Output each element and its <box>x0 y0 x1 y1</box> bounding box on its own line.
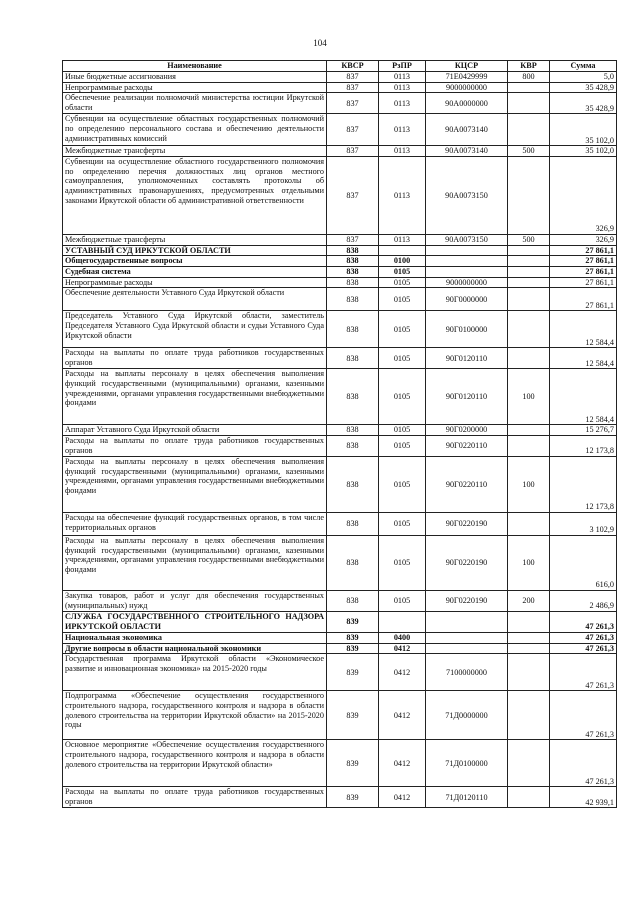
row-sum: 12 584,4 <box>550 369 617 425</box>
page-number: 104 <box>313 38 327 48</box>
row-name: УСТАВНЫЙ СУД ИРКУТСКОЙ ОБЛАСТИ <box>63 245 327 256</box>
row-name: Иные бюджетные ассигнования <box>63 72 327 83</box>
row-sum: 47 261,3 <box>550 691 617 740</box>
row-name: Непрограммные расходы <box>63 82 327 93</box>
row-kvr <box>508 311 550 348</box>
row-kcsr <box>426 612 508 633</box>
row-kvsr: 838 <box>327 277 379 288</box>
row-name: Расходы на выплаты по оплате труда работников государственных органов <box>63 436 327 457</box>
row-name: Основное мероприятие «Обеспечение осуществления государственного строительного надзора, государственного контроля и надзора в области долевого строительства на территории Иркутской области» <box>63 740 327 787</box>
table-row <box>63 348 617 369</box>
row-rzpr: 0105 <box>379 457 426 513</box>
row-kvsr: 837 <box>327 114 379 146</box>
row-name: Подпрограмма «Обеспечение осуществления государственного строительного надзора, государственного контроля и надзора в области долевого строительства на территории Иркутской области» на 2015-2020 годы <box>63 691 327 740</box>
row-sum: 616,0 <box>550 536 617 591</box>
row-name: Аппарат Уставного Суда Иркутской области <box>63 425 327 436</box>
header-kvr: КВР <box>508 61 550 72</box>
row-kvr <box>508 425 550 436</box>
row-kvsr: 838 <box>327 245 379 256</box>
row-rzpr <box>379 612 426 633</box>
row-kcsr <box>426 256 508 267</box>
row-name: Расходы на выплаты персоналу в целях обеспечения выполнения функций государственными (муниципальными) органами, казенными учреждениями, органами управления государственными внебюджетными фондами <box>63 457 327 513</box>
row-kvr: 100 <box>508 369 550 425</box>
row-kcsr <box>426 267 508 278</box>
table-row <box>63 425 617 436</box>
row-kcsr: 9000000000 <box>426 82 508 93</box>
row-sum: 15 276,7 <box>550 425 617 436</box>
row-sum: 27 861,1 <box>550 245 617 256</box>
table-row <box>63 311 617 348</box>
row-rzpr: 0113 <box>379 114 426 146</box>
row-kvr <box>508 256 550 267</box>
budget-table <box>62 60 617 808</box>
table-row <box>63 369 617 425</box>
row-kvr <box>508 612 550 633</box>
row-sum: 35 428,9 <box>550 93 617 114</box>
row-kcsr: 90А0073140 <box>426 146 508 157</box>
row-kcsr: 90Г0200000 <box>426 425 508 436</box>
row-rzpr: 0105 <box>379 311 426 348</box>
row-sum: 35 102,0 <box>550 146 617 157</box>
table-row <box>63 235 617 246</box>
row-name: СЛУЖБА ГОСУДАРСТВЕННОГО СТРОИТЕЛЬНОГО НАДЗОРА ИРКУТСКОЙ ОБЛАСТИ <box>63 612 327 633</box>
row-rzpr: 0105 <box>379 425 426 436</box>
row-kvsr: 838 <box>327 267 379 278</box>
row-kvr <box>508 114 550 146</box>
row-rzpr: 0105 <box>379 591 426 612</box>
row-sum: 326,9 <box>550 235 617 246</box>
row-kvsr: 838 <box>327 369 379 425</box>
row-rzpr: 0105 <box>379 288 426 311</box>
row-kcsr <box>426 643 508 654</box>
row-name: Закупка товаров, работ и услуг для обеспечения государственных (муниципальных) нужд <box>63 591 327 612</box>
row-kcsr: 90Г0220190 <box>426 513 508 536</box>
row-name: Субвенции на осуществление областных государственных полномочий по определению персонального состава и обеспечению деятельности административных комиссий <box>63 114 327 146</box>
row-sum: 326,9 <box>550 157 617 235</box>
row-sum: 27 861,1 <box>550 277 617 288</box>
row-kcsr: 7100000000 <box>426 654 508 691</box>
table-row <box>63 612 617 633</box>
table-row <box>63 256 617 267</box>
row-kvsr: 837 <box>327 82 379 93</box>
row-rzpr: 0113 <box>379 82 426 93</box>
header-kvsr: КВСР <box>327 61 379 72</box>
row-rzpr: 0412 <box>379 740 426 787</box>
row-kvr <box>508 93 550 114</box>
row-kvr: 100 <box>508 536 550 591</box>
row-sum: 27 861,1 <box>550 288 617 311</box>
row-kvsr: 838 <box>327 536 379 591</box>
row-kvsr: 837 <box>327 93 379 114</box>
row-name: Председатель Уставного Суда Иркутской области, заместитель Председателя Уставного Суда Иркутской области и судьи Уставного Суда Иркутской области <box>63 311 327 348</box>
table-row <box>63 146 617 157</box>
row-sum: 2 486,9 <box>550 591 617 612</box>
table-row <box>63 591 617 612</box>
row-sum: 47 261,3 <box>550 643 617 654</box>
table-row <box>63 245 617 256</box>
row-rzpr: 0400 <box>379 633 426 644</box>
row-sum: 5,0 <box>550 72 617 83</box>
row-rzpr: 0412 <box>379 787 426 808</box>
row-rzpr: 0113 <box>379 93 426 114</box>
row-rzpr: 0113 <box>379 235 426 246</box>
row-kvr <box>508 513 550 536</box>
row-kvsr: 839 <box>327 633 379 644</box>
row-kvr <box>508 633 550 644</box>
row-rzpr: 0412 <box>379 643 426 654</box>
row-kcsr: 71Д0000000 <box>426 691 508 740</box>
table-row <box>63 633 617 644</box>
row-kvr <box>508 436 550 457</box>
row-name: Межбюджетные трансферты <box>63 235 327 246</box>
row-kcsr <box>426 245 508 256</box>
row-name: Межбюджетные трансферты <box>63 146 327 157</box>
row-kvsr: 838 <box>327 288 379 311</box>
table-row <box>63 643 617 654</box>
table-row <box>63 691 617 740</box>
row-kcsr: 71Е0429999 <box>426 72 508 83</box>
row-kvsr: 837 <box>327 72 379 83</box>
row-kcsr: 9000000000 <box>426 277 508 288</box>
row-kvsr: 838 <box>327 348 379 369</box>
table-row <box>63 787 617 808</box>
row-sum: 42 939,1 <box>550 787 617 808</box>
row-rzpr: 0100 <box>379 256 426 267</box>
row-sum: 3 102,9 <box>550 513 617 536</box>
table-row <box>63 267 617 278</box>
row-rzpr: 0105 <box>379 513 426 536</box>
row-kcsr: 90Г0220110 <box>426 436 508 457</box>
row-kcsr: 90Г0100000 <box>426 311 508 348</box>
table-row <box>63 513 617 536</box>
row-kvsr: 838 <box>327 436 379 457</box>
row-sum: 27 861,1 <box>550 267 617 278</box>
row-name: Расходы на выплаты персоналу в целях обеспечения выполнения функций государственными (муниципальными) органами, казенными учреждениями, органами управления государственными внебюджетными фондами <box>63 369 327 425</box>
row-kvr: 500 <box>508 235 550 246</box>
row-kvsr: 838 <box>327 425 379 436</box>
row-sum: 12 584,4 <box>550 311 617 348</box>
row-kvr <box>508 691 550 740</box>
row-kcsr: 90А0073150 <box>426 235 508 246</box>
row-kcsr: 90Г0120110 <box>426 348 508 369</box>
row-kvr <box>508 787 550 808</box>
row-name: Другие вопросы в области национальной экономики <box>63 643 327 654</box>
table-row <box>63 93 617 114</box>
row-kvr <box>508 267 550 278</box>
row-rzpr: 0412 <box>379 691 426 740</box>
row-kvsr: 837 <box>327 146 379 157</box>
row-sum: 47 261,3 <box>550 740 617 787</box>
row-name: Обеспечение реализации полномочий министерства юстиции Иркутской области <box>63 93 327 114</box>
row-kvr: 200 <box>508 591 550 612</box>
row-sum: 47 261,3 <box>550 633 617 644</box>
row-rzpr <box>379 245 426 256</box>
row-name: Судебная система <box>63 267 327 278</box>
table-row <box>63 72 617 83</box>
row-name: Государственная программа Иркутской области «Экономическое развитие и инновационная экономика» на 2015-2020 годы <box>63 654 327 691</box>
header-sum: Сумма <box>550 61 617 72</box>
row-sum: 47 261,3 <box>550 612 617 633</box>
row-rzpr: 0105 <box>379 348 426 369</box>
row-rzpr: 0105 <box>379 536 426 591</box>
row-sum: 27 861,1 <box>550 256 617 267</box>
row-kcsr: 90А0073150 <box>426 157 508 235</box>
row-kvr <box>508 654 550 691</box>
table-row <box>63 436 617 457</box>
row-kvr <box>508 157 550 235</box>
row-kvsr: 837 <box>327 235 379 246</box>
row-kvr: 800 <box>508 72 550 83</box>
table-row <box>63 288 617 311</box>
row-kvr: 100 <box>508 457 550 513</box>
row-kvsr: 839 <box>327 691 379 740</box>
row-kvsr: 839 <box>327 787 379 808</box>
row-kvsr: 839 <box>327 643 379 654</box>
row-kvr <box>508 740 550 787</box>
row-rzpr: 0412 <box>379 654 426 691</box>
row-rzpr: 0113 <box>379 157 426 235</box>
row-sum: 12 584,4 <box>550 348 617 369</box>
row-kvsr: 838 <box>327 591 379 612</box>
table-row <box>63 740 617 787</box>
row-kcsr: 90Г0220110 <box>426 457 508 513</box>
header-kcsr: КЦСР <box>426 61 508 72</box>
row-sum: 12 173,8 <box>550 457 617 513</box>
row-kcsr: 90Г0120110 <box>426 369 508 425</box>
table-row <box>63 157 617 235</box>
row-kvsr: 837 <box>327 157 379 235</box>
row-kvsr: 839 <box>327 654 379 691</box>
table-row <box>63 114 617 146</box>
row-kvsr: 838 <box>327 311 379 348</box>
row-kvsr: 838 <box>327 256 379 267</box>
row-kvr <box>508 288 550 311</box>
row-name: Субвенции на осуществление областного государственного полномочия по определению перечня должностных лиц органов местного самоуправления, уполномоченных составлять протоколы об административных правонарушениях, предусмотренных отдельными законами Иркутской области об административной ответственности <box>63 157 327 235</box>
row-kvsr: 838 <box>327 513 379 536</box>
row-kvr <box>508 348 550 369</box>
row-name: Расходы на выплаты по оплате труда работников государственных органов <box>63 787 327 808</box>
row-kcsr: 71Д0100000 <box>426 740 508 787</box>
table-row <box>63 654 617 691</box>
row-name: Национальная экономика <box>63 633 327 644</box>
row-kcsr: 90А0000000 <box>426 93 508 114</box>
row-kcsr: 71Д0120110 <box>426 787 508 808</box>
row-name: Общегосударственные вопросы <box>63 256 327 267</box>
row-name: Расходы на обеспечение функций государственных органов, в том числе территориальных органов <box>63 513 327 536</box>
row-sum: 12 173,8 <box>550 436 617 457</box>
row-kvsr: 839 <box>327 740 379 787</box>
table-row <box>63 277 617 288</box>
row-kcsr: 90Г0220190 <box>426 536 508 591</box>
row-kvr <box>508 643 550 654</box>
row-name: Расходы на выплаты персоналу в целях обеспечения выполнения функций государственными (муниципальными) органами, казенными учреждениями, органами управления государственными внебюджетными фондами <box>63 536 327 591</box>
row-rzpr: 0105 <box>379 369 426 425</box>
row-rzpr: 0105 <box>379 436 426 457</box>
row-name: Обеспечение деятельности Уставного Суда Иркутской области <box>63 288 327 311</box>
row-name: Непрограммные расходы <box>63 277 327 288</box>
row-kcsr: 90Г0220190 <box>426 591 508 612</box>
row-sum: 35 102,0 <box>550 114 617 146</box>
row-kvr <box>508 82 550 93</box>
table-header-row <box>63 61 617 72</box>
row-rzpr: 0105 <box>379 277 426 288</box>
row-kvsr: 838 <box>327 457 379 513</box>
table-row <box>63 457 617 513</box>
row-sum: 35 428,9 <box>550 82 617 93</box>
row-kvr <box>508 245 550 256</box>
row-rzpr: 0113 <box>379 72 426 83</box>
row-kcsr: 90Г0000000 <box>426 288 508 311</box>
row-kcsr: 90А0073140 <box>426 114 508 146</box>
row-kvr: 500 <box>508 146 550 157</box>
table-row <box>63 82 617 93</box>
row-rzpr: 0105 <box>379 267 426 278</box>
row-sum: 47 261,3 <box>550 654 617 691</box>
table-row <box>63 536 617 591</box>
row-name: Расходы на выплаты по оплате труда работников государственных органов <box>63 348 327 369</box>
row-kvsr: 839 <box>327 612 379 633</box>
row-kcsr <box>426 633 508 644</box>
header-name: Наименование <box>63 61 327 72</box>
header-rzpr: РзПР <box>379 61 426 72</box>
row-kvr <box>508 277 550 288</box>
row-rzpr: 0113 <box>379 146 426 157</box>
